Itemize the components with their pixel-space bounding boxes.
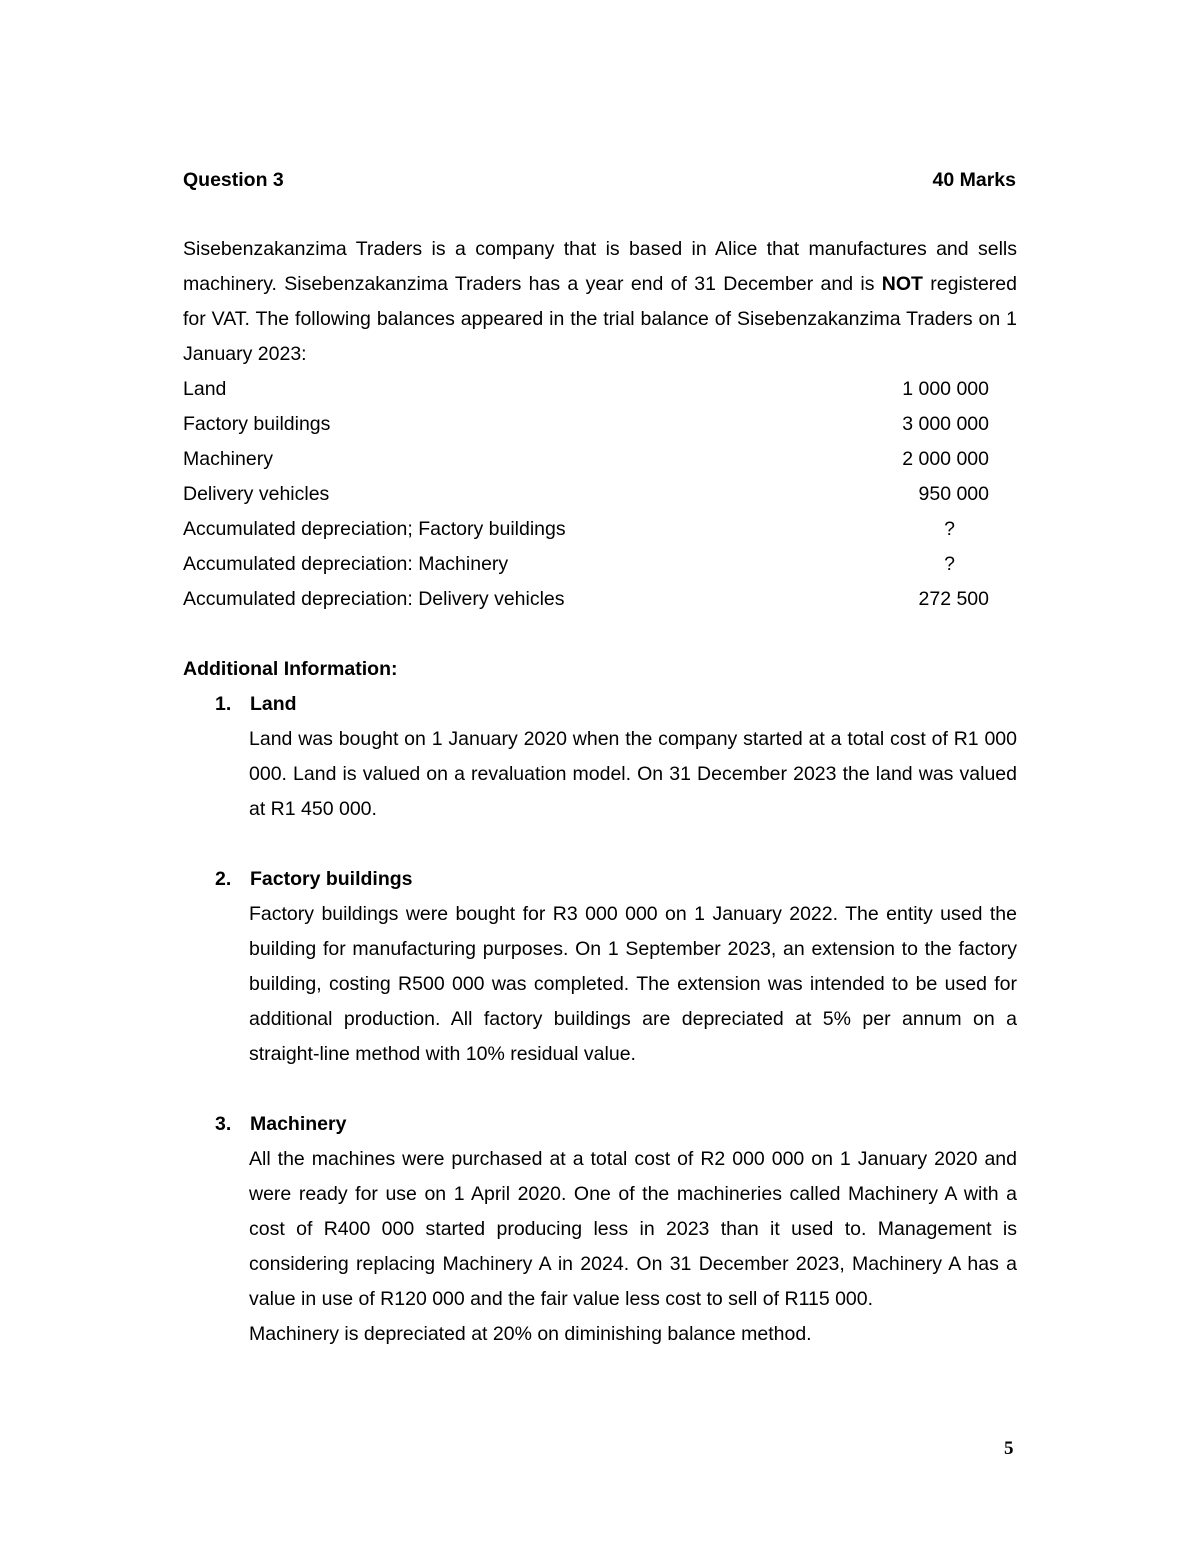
page-number: 5 [1004, 1438, 1014, 1459]
balance-row [183, 407, 989, 442]
balance-row [183, 582, 989, 617]
section-number: 1. [215, 693, 232, 715]
balance-label: Land [183, 378, 227, 400]
balance-label: Machinery [183, 448, 273, 470]
section-body [249, 897, 1017, 1072]
intro-emphasis: NOT [881, 273, 923, 295]
balance-label: Accumulated depreciation: Delivery vehicles [183, 588, 565, 610]
balance-label: Accumulated depreciation; Factory buildings [183, 518, 566, 540]
trial-balance-list [183, 372, 989, 617]
section-title: Factory buildings [250, 868, 413, 890]
intro-paragraph [183, 232, 1017, 372]
balance-row [183, 477, 989, 512]
section-paragraph: Machinery is depreciated at 20% on diminishing balance method. [249, 1323, 812, 1345]
section-machinery [215, 1107, 1017, 1352]
question-title: Question 3 [183, 169, 284, 191]
balance-label: Delivery vehicles [183, 483, 330, 505]
section-paragraph: Land was bought on 1 January 2020 when the company started at a total cost of R1 000 000. Land is valued on a revaluation model. On 31 December 2023 the land was valued at R1 450 000. [249, 728, 1017, 820]
balance-label: Factory buildings [183, 413, 331, 435]
balance-row [183, 512, 989, 547]
question-header [183, 166, 1016, 194]
balance-value: ? [944, 553, 955, 575]
question-marks: 40 Marks [932, 169, 1016, 191]
section-land [215, 687, 1017, 827]
balance-value: 3 000 000 [902, 413, 989, 435]
section-title: Machinery [250, 1113, 347, 1135]
section-heading [215, 1107, 1017, 1142]
section-number: 3. [215, 1113, 232, 1135]
balance-value: 950 000 [918, 483, 989, 505]
intro-text-1: Sisebenzakanzima Traders is a company that is based in Alice that manufactures and sells machinery. Sisebenzakanzima Traders has a year end of 31 December and is [183, 238, 1017, 295]
balance-value: 2 000 000 [902, 448, 989, 470]
section-body [249, 722, 1017, 827]
balance-value: 272 500 [918, 588, 989, 610]
balance-row [183, 372, 989, 407]
section-heading [215, 687, 1017, 722]
balance-row [183, 442, 989, 477]
balance-label: Accumulated depreciation: Machinery [183, 553, 509, 575]
section-body [249, 1142, 1017, 1352]
balance-value: 1 000 000 [902, 378, 989, 400]
balance-row [183, 547, 989, 582]
section-factory-buildings [215, 862, 1017, 1072]
section-paragraph: Factory buildings were bought for R3 000 000 on 1 January 2022. The entity used the building for manufacturing purposes. On 1 September 2023, an extension to the factory building, costing R500 000 was completed. The extension was intended to be used for additional production. All factory buildings are depreciated at 5% per annum on a straight-line method with 10% residual value. [249, 903, 1017, 1065]
intro-text-2: registered for VAT. The following balances appeared in the trial balance of Sisebenzakanzima Traders on 1 January 2023: [183, 273, 1017, 365]
section-number: 2. [215, 868, 232, 890]
section-paragraph: All the machines were purchased at a total cost of R2 000 000 on 1 January 2020 and were ready for use on 1 April 2020. One of the machineries called Machinery A with a cost of R400 000 started producing less in 2023 than it used to. Management is considering replacing Machinery A in 2024. On 31 December 2023, Machinery A has a value in use of R120 000 and the fair value less cost to sell of R115 000. [249, 1148, 1017, 1310]
section-heading [215, 862, 1017, 897]
balance-value: ? [944, 518, 955, 540]
section-title: Land [250, 693, 297, 715]
additional-info-heading: Additional Information: [183, 658, 398, 680]
